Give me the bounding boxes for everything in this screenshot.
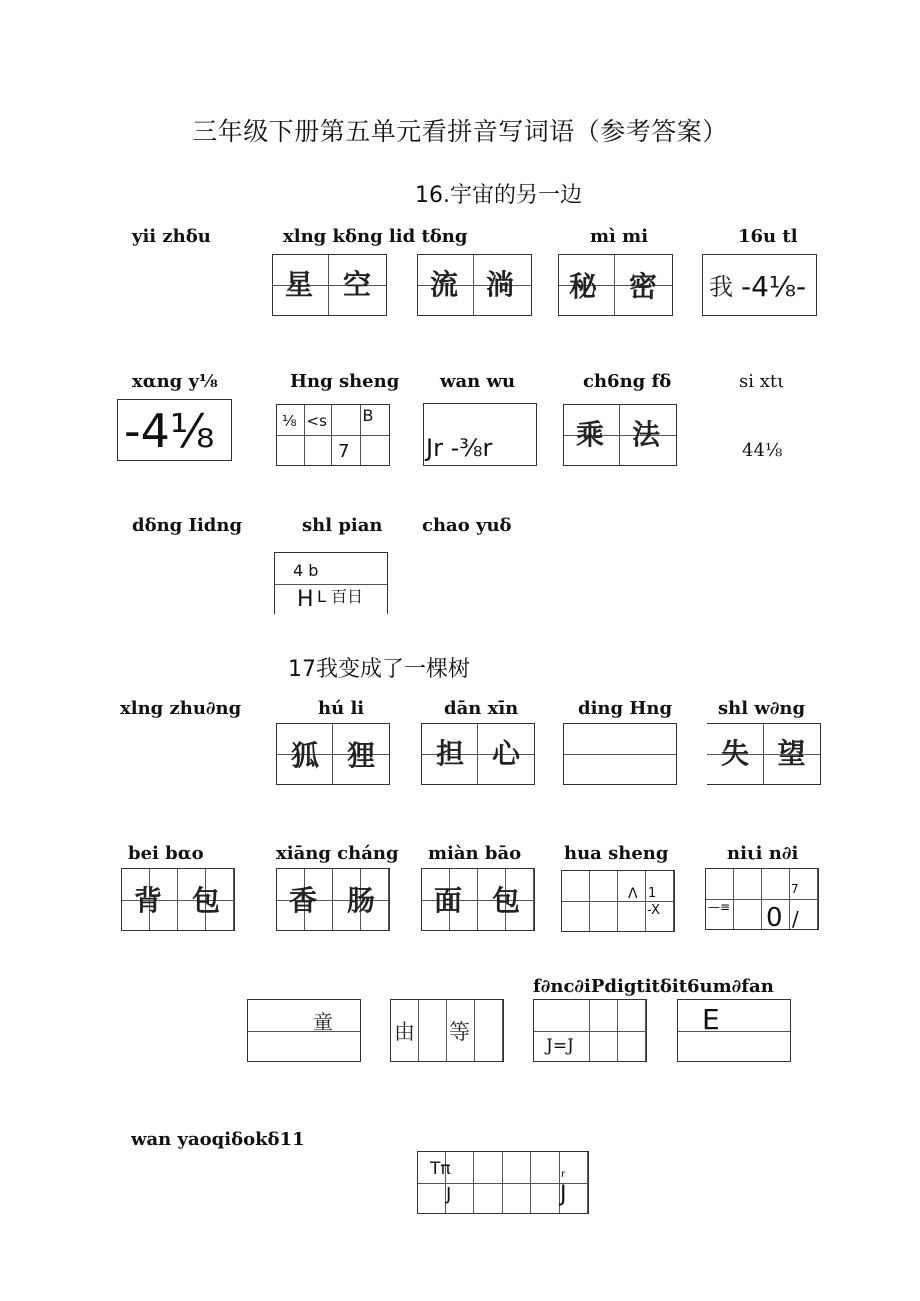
answer-character: 密	[629, 270, 658, 303]
answer-text: <s	[306, 412, 327, 430]
answer-text: 44⅛	[742, 440, 783, 461]
answer-text: J	[446, 1184, 452, 1205]
answer-character: 肠	[347, 884, 376, 917]
answer-character: 失	[721, 737, 750, 770]
answer-grid	[702, 254, 817, 316]
answer-text: 7	[791, 882, 799, 896]
answer-text: 7	[338, 441, 350, 462]
answer-character: 由	[394, 1020, 415, 1044]
answer-text: -4⅛	[124, 404, 215, 458]
answer-character: 面	[434, 884, 463, 917]
pinyin-label: xlng kδng lid tδng	[283, 226, 468, 247]
pinyin-label: dδng Iidng	[132, 515, 243, 536]
pinyin-label: chao yuδ	[422, 515, 512, 536]
answer-grid	[276, 404, 390, 466]
answer-text: ⅛	[282, 412, 297, 430]
answer-grid	[274, 552, 388, 614]
pinyin-label: Hng sheng	[290, 371, 400, 392]
answer-grid	[705, 868, 819, 933]
answer-grid	[121, 868, 235, 931]
answer-character: 等	[449, 1020, 470, 1044]
pinyin-label: miàn bāo	[428, 843, 522, 864]
answer-character: 流	[430, 268, 459, 301]
answer-character: 星	[285, 268, 314, 301]
answer-grid	[563, 404, 677, 466]
pinyin-label: f∂nc∂iPdigtitδit6um∂fan	[533, 976, 774, 997]
answer-grid	[563, 723, 677, 785]
pinyin-label: wan wu	[440, 371, 516, 392]
pinyin-label: xαng y⅛	[132, 371, 218, 392]
pinyin-label: yii zhδu	[132, 226, 211, 247]
answer-text: H	[297, 587, 314, 612]
answer-character: 包	[192, 884, 221, 917]
pinyin-label: xiāng cháng	[276, 843, 399, 864]
answer-text: -4⅛-	[741, 270, 807, 303]
pinyin-label: hú li	[318, 698, 365, 719]
answer-grid	[390, 999, 504, 1062]
answer-character: 我	[709, 273, 733, 301]
answer-character: 秘	[569, 270, 598, 303]
pinyin-label: niιi n∂i	[727, 843, 799, 864]
answer-text: 4 b	[293, 561, 319, 580]
answer-text: B	[362, 406, 374, 425]
pinyin-label: bei bαo	[128, 843, 204, 864]
answer-text: Jr -⅜r	[426, 434, 493, 462]
answer-grid	[707, 723, 821, 785]
answer-grid	[677, 999, 791, 1062]
answer-character: 香	[289, 884, 318, 917]
answer-text: r	[561, 1169, 566, 1180]
answer-grid	[247, 999, 361, 1062]
answer-character: 狸	[347, 739, 376, 772]
answer-text: E	[702, 1003, 720, 1036]
answer-text: /	[792, 907, 799, 931]
answer-character: 心	[492, 737, 521, 770]
answer-grid	[417, 1151, 589, 1214]
section-17-heading: 17我变成了一棵树	[288, 657, 470, 682]
answer-grid	[423, 403, 537, 466]
pinyin-label: ch6ng fδ	[583, 371, 672, 392]
pinyin-label: xlng zhu∂ng	[120, 698, 242, 719]
pinyin-label: 16u tl	[738, 226, 798, 247]
answer-text: 0	[766, 903, 783, 933]
answer-grid	[417, 254, 532, 316]
answer-grid	[276, 868, 390, 931]
answer-text: Tπ	[430, 1159, 451, 1179]
answer-character: 空	[343, 268, 372, 301]
pinyin-label: wan yaoqiδokδ11	[131, 1129, 305, 1150]
answer-text: L 百日	[317, 587, 364, 606]
pinyin-label: shl w∂ng	[718, 698, 806, 719]
answer-text: -X	[647, 903, 660, 918]
answer-character: 包	[492, 884, 521, 917]
pinyin-label: hua sheng	[564, 843, 669, 864]
answer-character: 乘	[576, 418, 605, 451]
pinyin-label: mì mi	[590, 226, 649, 247]
section-16-heading: 16.宇宙的另一边	[415, 183, 582, 208]
answer-character: 淌	[486, 268, 515, 301]
answer-grid	[272, 254, 387, 316]
pinyin-label: si xtι	[739, 371, 785, 392]
page-title: 三年级下册第五单元看拼音写词语（参考答案）	[192, 117, 728, 146]
answer-grid	[533, 999, 647, 1062]
answer-grid	[561, 870, 675, 932]
answer-character: 背	[134, 884, 163, 917]
answer-text: 1	[648, 886, 657, 901]
answer-text: Λ	[628, 886, 638, 902]
answer-character: 童	[313, 1010, 333, 1034]
pinyin-label: shl pian	[302, 515, 383, 536]
pinyin-label: ding Hng	[578, 698, 673, 719]
answer-text: J=J	[546, 1036, 574, 1056]
answer-grid	[558, 254, 673, 316]
answer-text: J	[560, 1182, 567, 1207]
answer-grid	[117, 399, 232, 461]
answer-grid	[421, 868, 535, 931]
answer-character: 狐	[291, 739, 320, 772]
answer-grid	[421, 723, 535, 785]
answer-text: —≡	[708, 900, 731, 914]
pinyin-label: dān xīn	[444, 698, 519, 719]
answer-character: 望	[777, 737, 806, 770]
answer-grid	[276, 723, 390, 785]
answer-character: 法	[632, 418, 661, 451]
answer-character: 担	[436, 737, 465, 770]
